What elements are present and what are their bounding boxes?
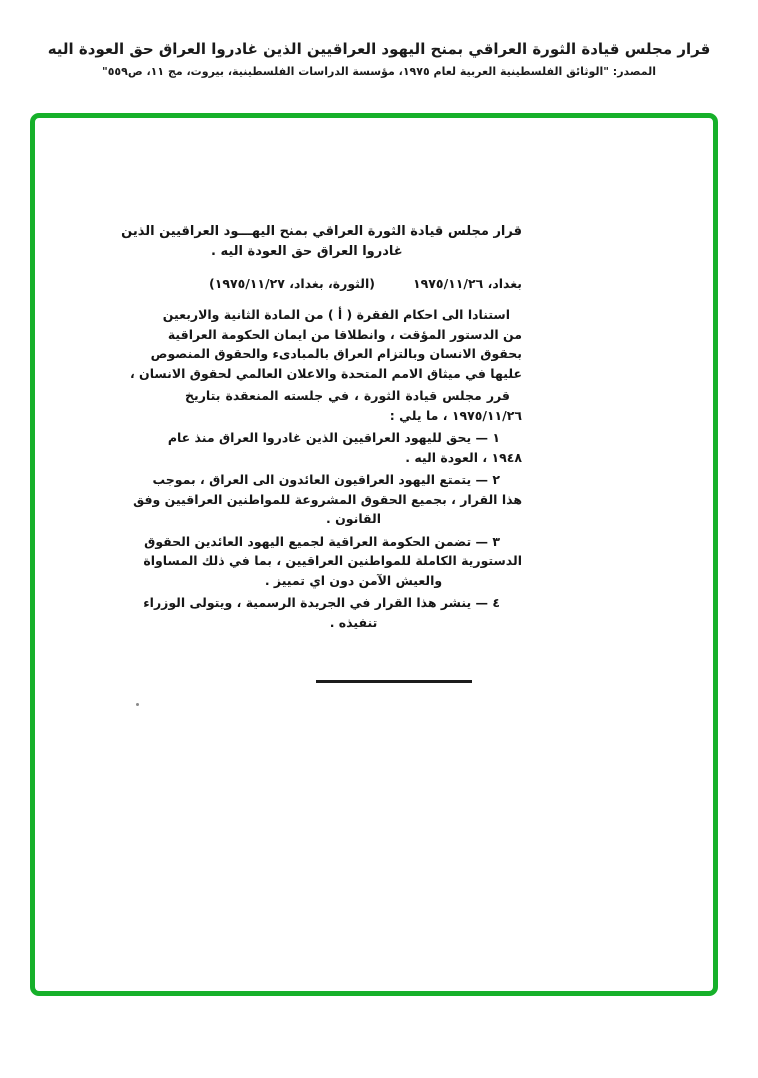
text-line: ١ — يحق لليهود العراقيين الذين غادروا العراق منذ عام [167, 430, 500, 445]
document-title-line-2: غادروا العراق حق العودة اليه . [211, 243, 403, 259]
article-1 [167, 428, 522, 467]
dateline-place-date: بغداد، ١٩٧٥/١١/٢٦ [413, 276, 522, 291]
dateline [185, 274, 522, 294]
text-line: ١٩٧٥/١١/٢٦ ، ما يلي : [389, 407, 522, 423]
text-line: ١٩٤٨ ، العودة اليه . [405, 449, 522, 465]
text-line: من الدستور المؤقت ، وانطلاقا من ايمان الحكومة العراقية [167, 326, 522, 342]
preamble [129, 305, 522, 383]
text-line: بحقوق الانسان وبالتزام العراق بالمبادىء والحقوق المنصوص [150, 346, 522, 361]
article-4 [143, 593, 522, 632]
scan-speck [136, 703, 139, 706]
text-line: تنفيذه . [329, 614, 378, 630]
page-header [0, 40, 758, 78]
document-frame [30, 113, 718, 996]
text-line: عليها في ميثاق الامم المتحدة والاعلان العالمي لحقوق الانسان ، [129, 365, 522, 381]
text-line: الدستورية الكاملة للمواطنين العراقيين ، بما في ذلك المساواة [143, 553, 522, 568]
article-3 [143, 532, 522, 591]
document [121, 222, 522, 683]
text-line: هذا القرار ، بجميع الحقوق المشروعة للمواطنين العراقيين وفق [133, 491, 522, 507]
resolution-intro [185, 386, 522, 425]
separator-rule [316, 680, 472, 683]
article-2 [133, 470, 522, 529]
document-title-line-1: قرار مجلس قيادة الثورة العراقي بمنح اليهـــود العراقيين الذين [121, 224, 522, 239]
document-body [129, 305, 522, 632]
document-title [121, 222, 522, 261]
text-line: ٤ — ينشر هذا القرار في الجريدة الرسمية ، ويتولى الوزراء [143, 595, 500, 610]
text-line: والعيش الآمن دون اي تمييز . [264, 572, 443, 588]
text-line: القانون . [326, 511, 381, 526]
text-line: ٣ — تضمن الحكومة العراقية لجميع اليهود العائدين الحقوق [144, 533, 500, 549]
dateline-citation: (الثورة، بغداد، ١٩٧٥/١١/٢٧) [209, 276, 375, 291]
text-line: ٢ — يتمتع اليهود العراقيون العائدون الى العراق ، بموجب [152, 472, 500, 487]
page-title: قرار مجلس قيادة الثورة العراقي بمنح اليهود العراقيين الذين غادروا العراق حق العودة اليه [47, 40, 711, 58]
text-line: استنادا الى احكام الفقرة ( أ ) من المادة الثانية والاربعين [162, 307, 510, 322]
source-citation: المصدر: "الوثائق الفلسطينية العربية لعام ١٩٧٥، مؤسسة الدراسات الفلسطينية، بيروت، مج ١١، ص٥٥٩" [101, 65, 657, 78]
text-line: قرر مجلس قيادة الثورة ، في جلسته المنعقدة بتاريخ [185, 388, 510, 403]
